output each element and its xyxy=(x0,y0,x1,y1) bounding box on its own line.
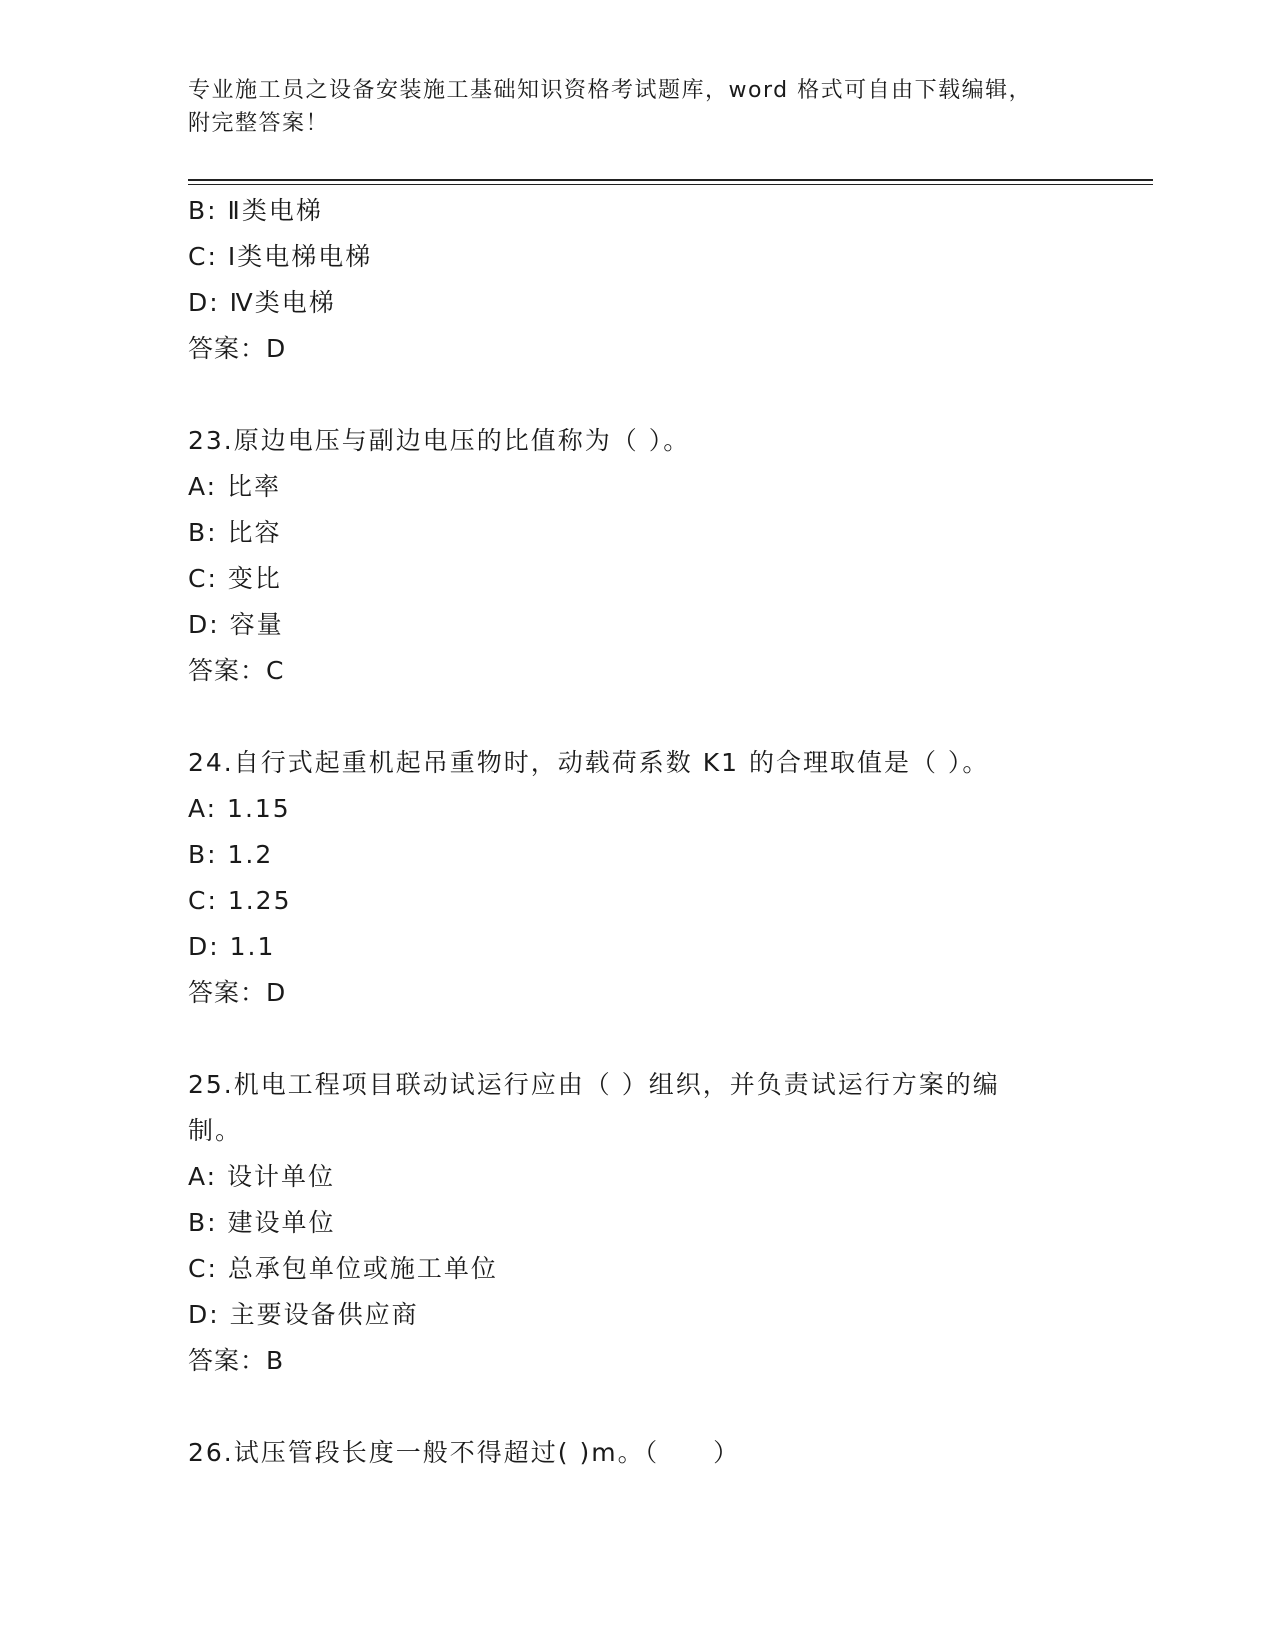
question-stem: 24.自行式起重机起吊重物时，动载荷系数 K1 的合理取值是（ ）。 xyxy=(188,748,990,777)
option-d: D: 主要设备供应商 xyxy=(188,1300,419,1329)
answer: 答案：B xyxy=(188,1346,285,1375)
option-a: A: 1.15 xyxy=(188,794,291,823)
option-c: C: 变比 xyxy=(188,564,282,593)
option-c: C: Ⅰ类电梯电梯 xyxy=(188,242,373,271)
option-b: B: Ⅱ类电梯 xyxy=(188,196,323,225)
option-a: A: 比率 xyxy=(188,472,282,501)
header-line-1: 专业施工员之设备安装施工基础知识资格考试题库，word 格式可自由下载编辑， xyxy=(188,78,1033,103)
question-24 xyxy=(188,740,1088,1016)
option-d: D: Ⅳ类电梯 xyxy=(188,288,336,317)
question-stem-line-2: 制。 xyxy=(188,1116,243,1145)
header-rule-thin xyxy=(188,184,1153,185)
spacer xyxy=(188,372,1088,418)
option-b: B: 建设单位 xyxy=(188,1208,336,1237)
question-22-tail xyxy=(188,188,1088,372)
question-26 xyxy=(188,1430,1088,1476)
option-d: D: 容量 xyxy=(188,610,284,639)
option-b: B: 1.2 xyxy=(188,840,274,869)
question-list xyxy=(188,188,1088,1476)
header-rule-thick xyxy=(188,179,1153,181)
document-header xyxy=(188,74,1068,140)
question-stem: 23.原边电压与副边电压的比值称为（ ）。 xyxy=(188,426,691,455)
question-stem-line-1: 25.机电工程项目联动试运行应由（ ）组织，并负责试运行方案的编 xyxy=(188,1070,1000,1099)
option-c: C: 1.25 xyxy=(188,886,292,915)
option-b: B: 比容 xyxy=(188,518,282,547)
option-c: C: 总承包单位或施工单位 xyxy=(188,1254,498,1283)
header-line-2: 附完整答案！ xyxy=(188,111,330,136)
question-stem: 26.试压管段长度一般不得超过( )m。（ ） xyxy=(188,1438,741,1467)
spacer xyxy=(188,694,1088,740)
option-d: D: 1.1 xyxy=(188,932,276,961)
answer: 答案：C xyxy=(188,656,285,685)
option-a: A: 设计单位 xyxy=(188,1162,336,1191)
question-23 xyxy=(188,418,1088,694)
spacer xyxy=(188,1016,1088,1062)
spacer xyxy=(188,1384,1088,1430)
answer: 答案：D xyxy=(188,334,287,363)
question-25 xyxy=(188,1062,1088,1384)
answer: 答案：D xyxy=(188,978,287,1007)
